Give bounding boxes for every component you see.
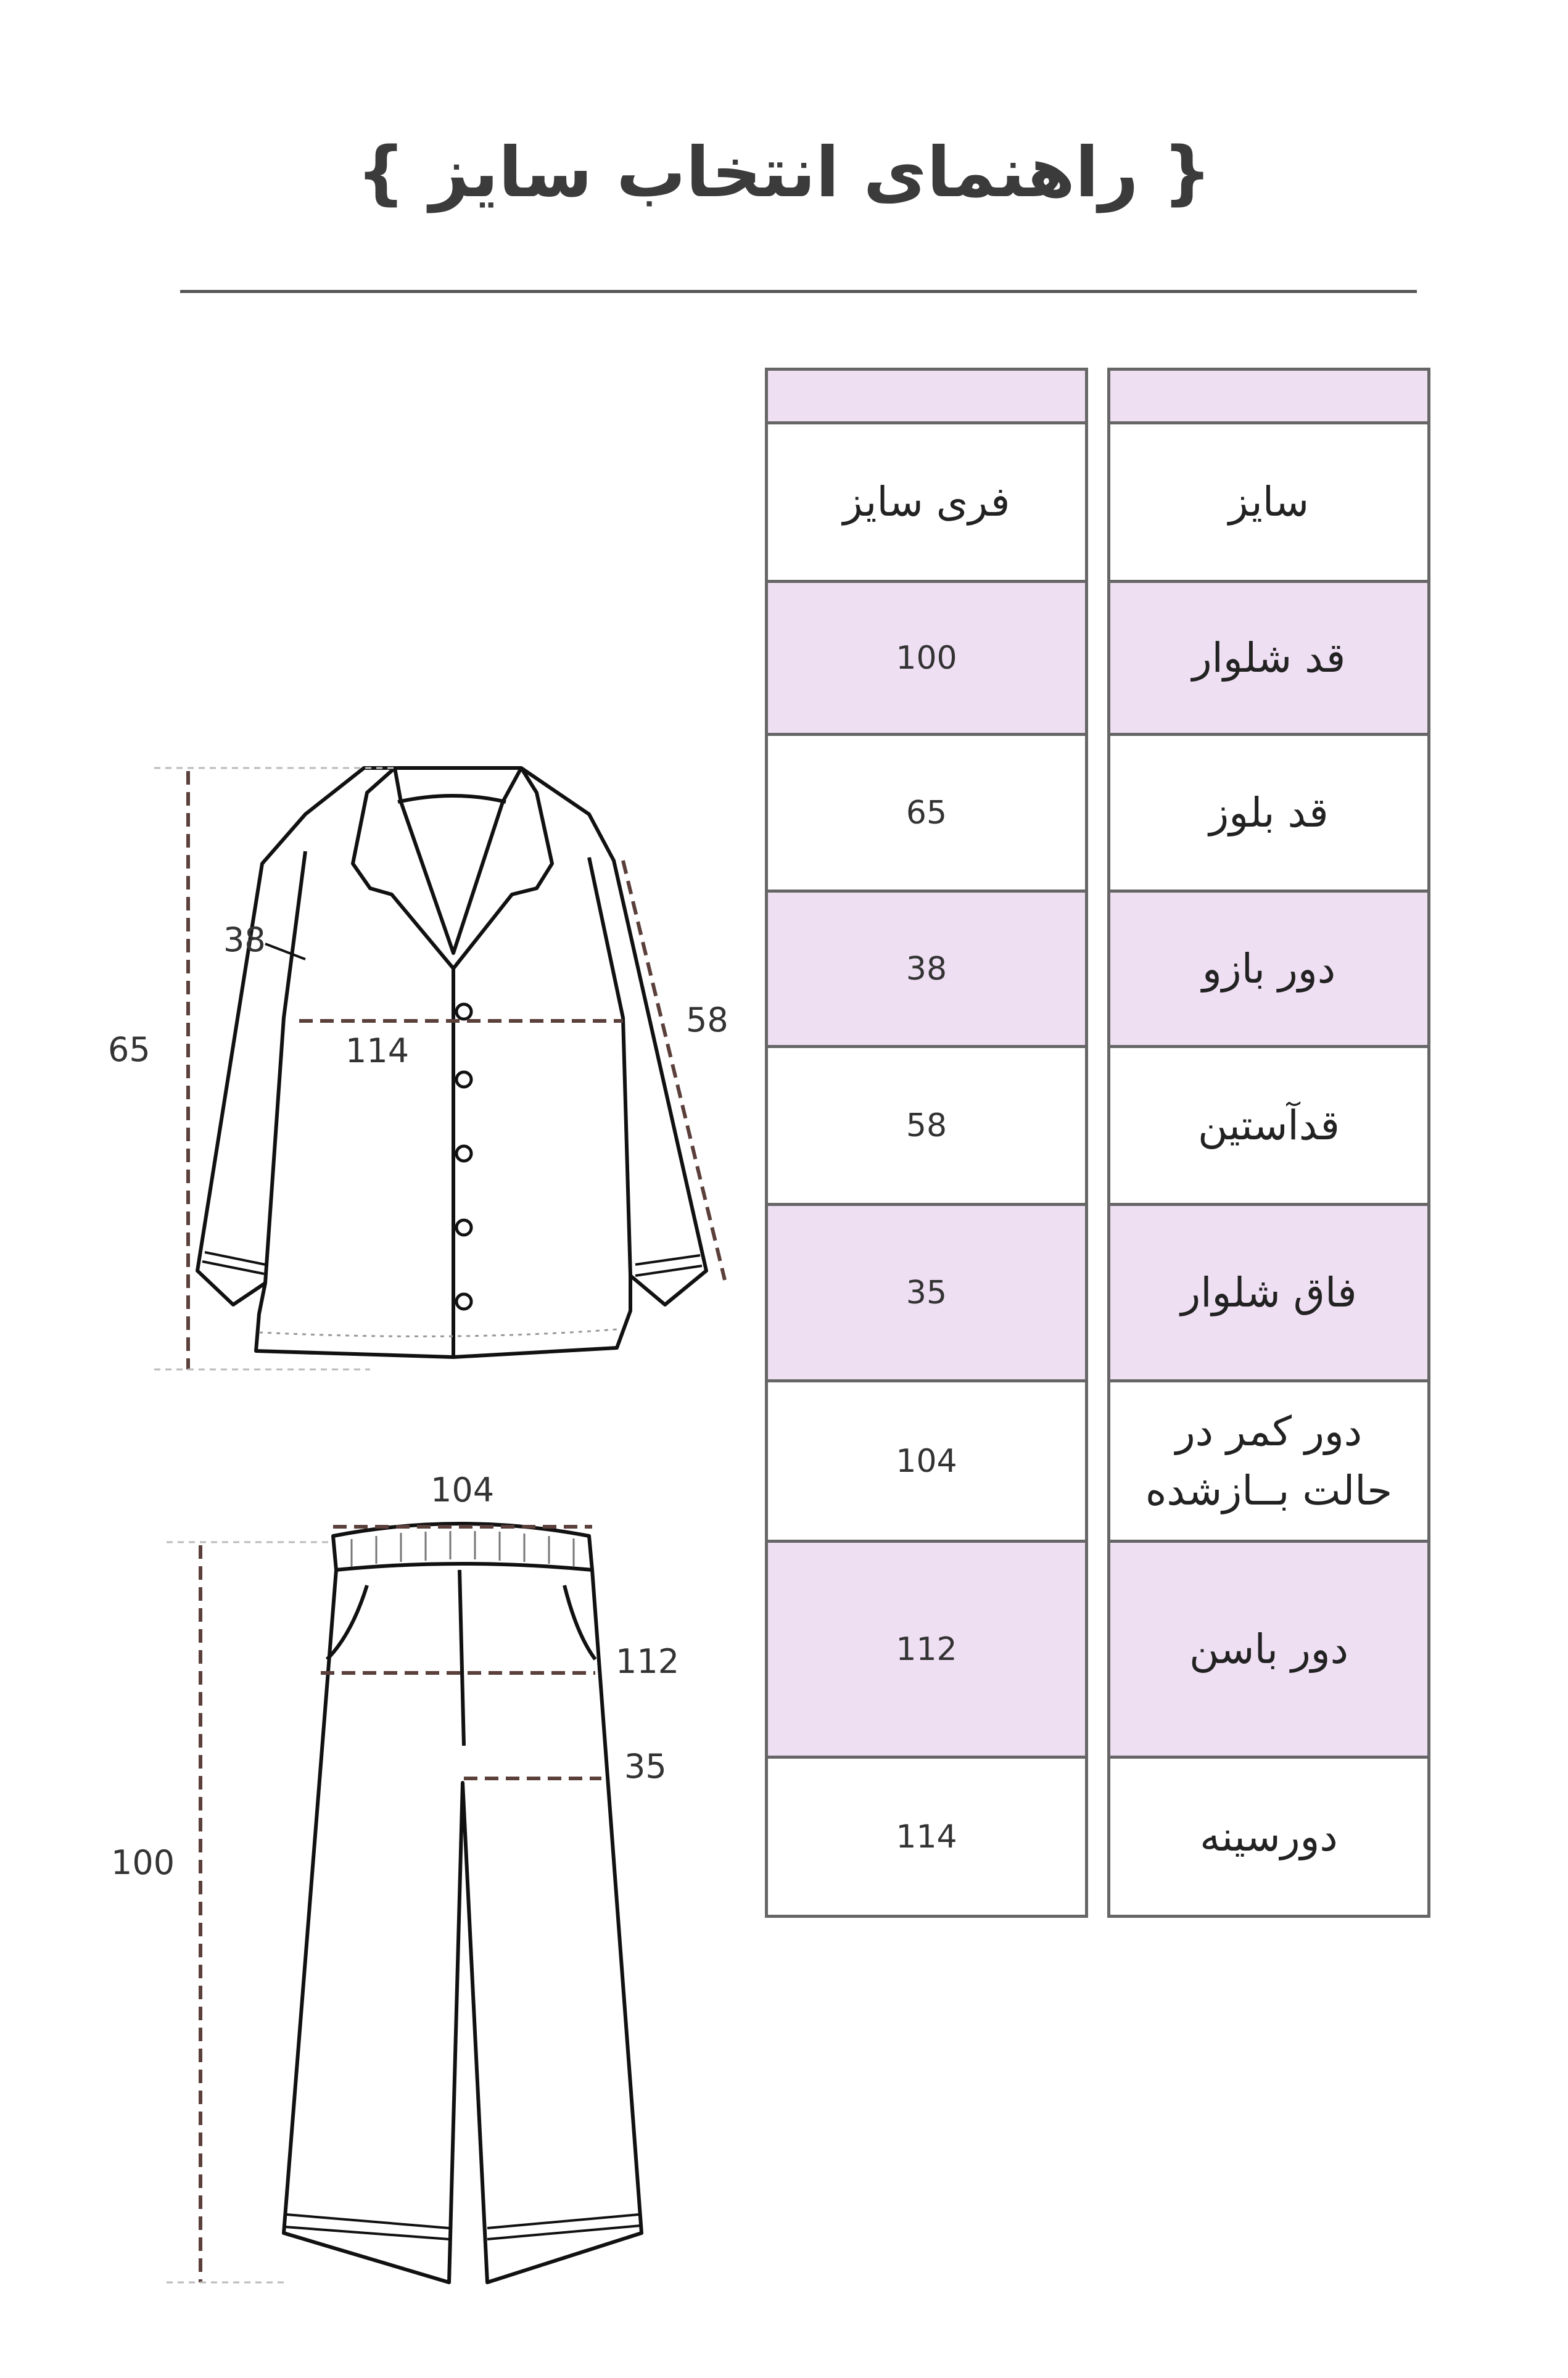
row-value: 38 bbox=[906, 950, 947, 988]
label-cell bbox=[1107, 1048, 1430, 1206]
row-value: 114 bbox=[896, 1818, 957, 1856]
value-cell bbox=[765, 893, 1088, 1048]
label-cell bbox=[1107, 893, 1430, 1048]
waist-label: 104 bbox=[431, 1471, 495, 1509]
row-value: 100 bbox=[896, 639, 957, 677]
row-value: 104 bbox=[896, 1442, 957, 1480]
row-label: دور بازو bbox=[1202, 944, 1336, 993]
chest-label: 114 bbox=[345, 1031, 410, 1070]
label-cell bbox=[1107, 1759, 1430, 1918]
pants-length-label: 100 bbox=[111, 1843, 175, 1882]
header-size-label: سایز bbox=[1228, 478, 1310, 526]
label-cell bbox=[1107, 1382, 1430, 1543]
value-cell-header bbox=[765, 424, 1088, 583]
row-label: قد بلوز bbox=[1209, 788, 1329, 836]
sleeve-label: 58 bbox=[686, 1001, 728, 1039]
row-label: دور کمر در حالت بــازشده bbox=[1145, 1407, 1393, 1514]
rise-label: 35 bbox=[624, 1747, 667, 1786]
row-label: قدآستین bbox=[1198, 1101, 1340, 1149]
pants-diagram bbox=[0, 0, 765, 2378]
value-cell bbox=[765, 583, 1088, 736]
header-strip bbox=[1107, 368, 1430, 424]
hip-label: 112 bbox=[616, 1642, 680, 1681]
arm-label: 38 bbox=[223, 920, 266, 959]
value-cell bbox=[765, 1206, 1088, 1382]
value-cell bbox=[765, 1048, 1088, 1206]
size-value-column bbox=[765, 368, 1088, 1918]
label-cell bbox=[1107, 1543, 1430, 1759]
label-cell bbox=[1107, 1206, 1430, 1382]
size-label-column bbox=[1107, 368, 1430, 1918]
row-label: قد شلوار bbox=[1192, 634, 1346, 682]
row-label: دورسینه bbox=[1200, 1812, 1338, 1860]
label-cell-header bbox=[1107, 424, 1430, 583]
value-cell bbox=[765, 1543, 1088, 1759]
value-cell bbox=[765, 736, 1088, 893]
row-value: 58 bbox=[906, 1107, 947, 1144]
row-label: فاق شلوار bbox=[1181, 1268, 1357, 1316]
row-value: 35 bbox=[906, 1274, 947, 1311]
header-strip bbox=[765, 368, 1088, 424]
row-value: 112 bbox=[896, 1630, 957, 1668]
label-cell bbox=[1107, 736, 1430, 893]
header-freesize-label: فری سایز bbox=[843, 478, 1010, 526]
value-cell bbox=[765, 1759, 1088, 1918]
page-title: { راهنمای انتخاب سایز } bbox=[356, 133, 1212, 213]
label-cell bbox=[1107, 583, 1430, 736]
row-label: دور باسن bbox=[1189, 1625, 1349, 1673]
shirt-length-label: 65 bbox=[108, 1030, 151, 1069]
row-value: 65 bbox=[906, 794, 947, 832]
value-cell bbox=[765, 1382, 1088, 1543]
